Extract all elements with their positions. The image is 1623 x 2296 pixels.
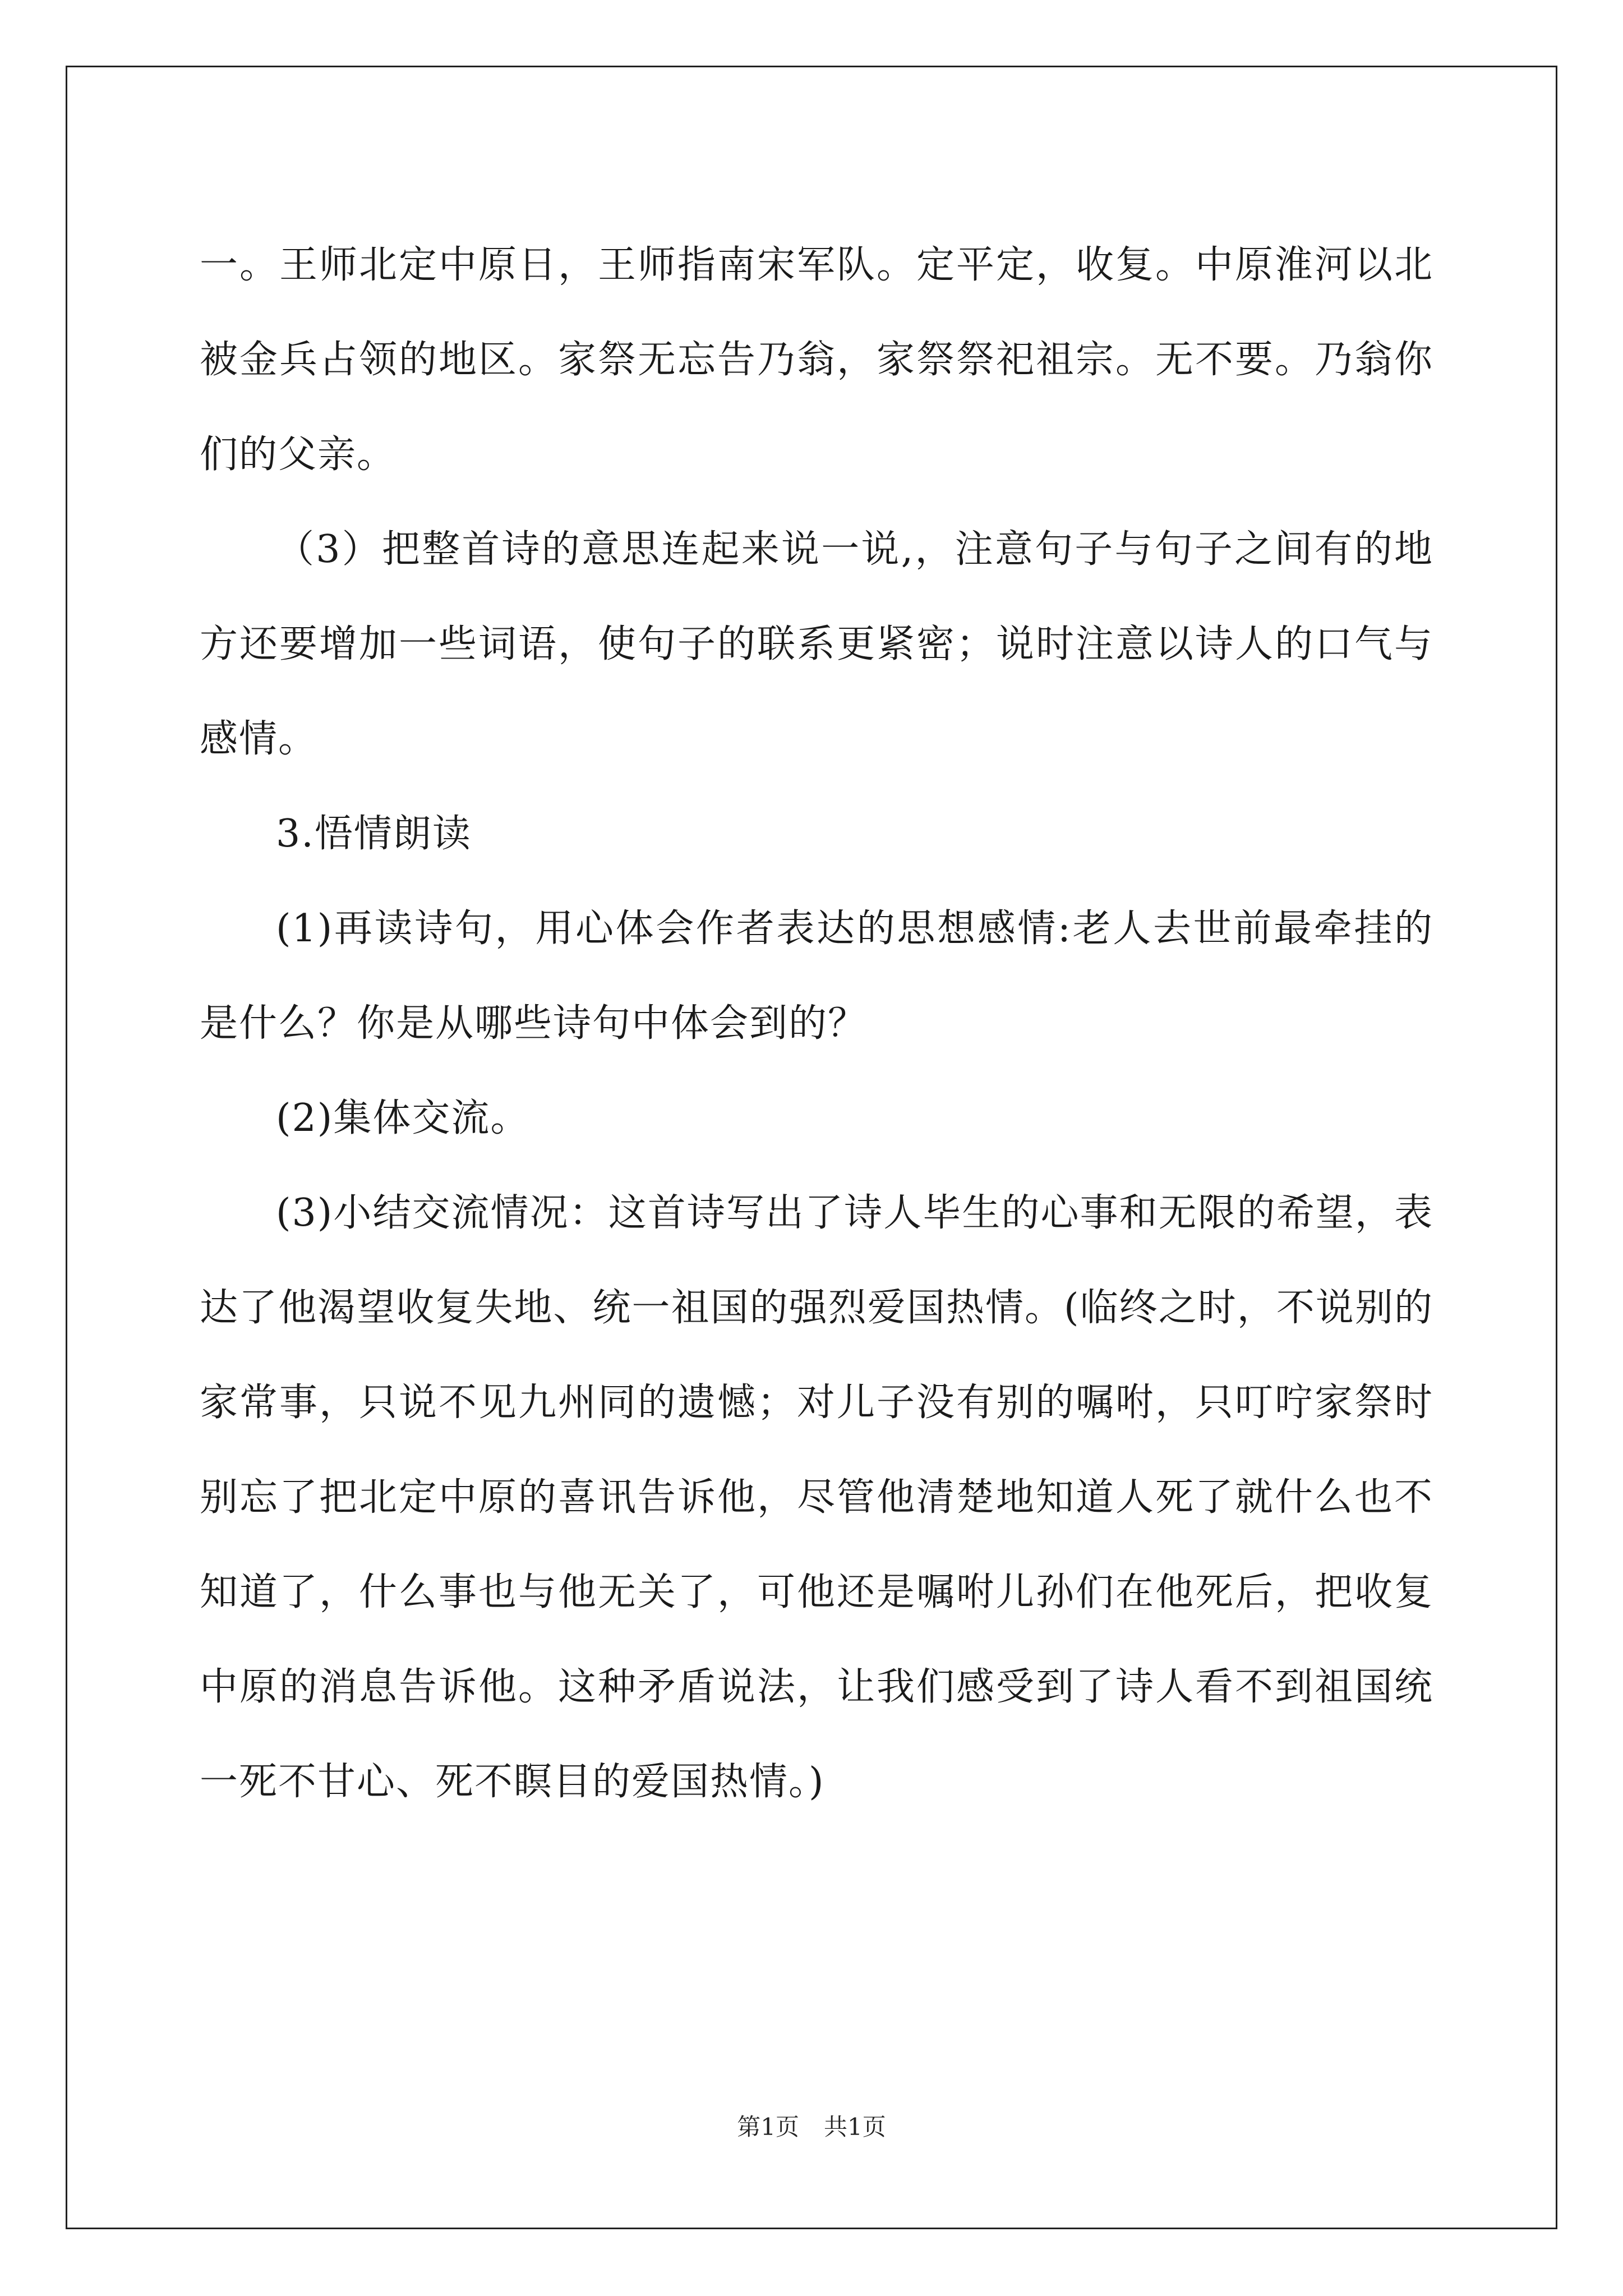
paragraph-5: (2)集体交流。 — [276, 1096, 530, 1140]
page-footer — [0, 2110, 1623, 2144]
paragraph-1: 一。王师北定中原日，王师指南宋军队。定平定，收复。中原淮河以北被金兵占领的地区。家祭无忘告乃翁，家祭祭祀祖宗。无不要。乃翁你们的父亲。 — [200, 243, 1433, 477]
page-total: 共1页 — [824, 2113, 886, 2141]
page-number: 第1页 — [737, 2113, 799, 2141]
paragraph-2: （3）把整首诗的意思连起来说一说,，注意句子与句子之间有的地方还要增加一些词语，使句子的联系更紧密；说时注意以诗人的口气与感情。 — [200, 527, 1433, 761]
section-heading-3: 3.悟情朗读 — [276, 812, 472, 856]
paragraph-4: (1)再读诗句，用心体会作者表达的思想感情:老人去世前最牵挂的是什么？你是从哪些诗句中体会到的？ — [200, 907, 1433, 1046]
document-body — [200, 218, 1433, 1829]
paragraph-6: (3)小结交流情况：这首诗写出了诗人毕生的心事和无限的希望，表达了他渴望收复失地、统一祖国的强烈爱国热情。(临终之时，不说别的家常事，只说不见九州同的遗憾；对儿子没有别的嘱咐，只叮咛家祭时别忘了把北定中原的喜讯告诉他，尽管他清楚地知道人死了就什么也不知道了，什么事也与他无关了，可他还是嘱咐儿孙们在他死后，把收复中原的消息告诉他。这种矛盾说法，让我们感受到了诗人看不到祖国统一死不甘心、死不瞑目的爱国热情。) — [200, 1191, 1433, 1804]
